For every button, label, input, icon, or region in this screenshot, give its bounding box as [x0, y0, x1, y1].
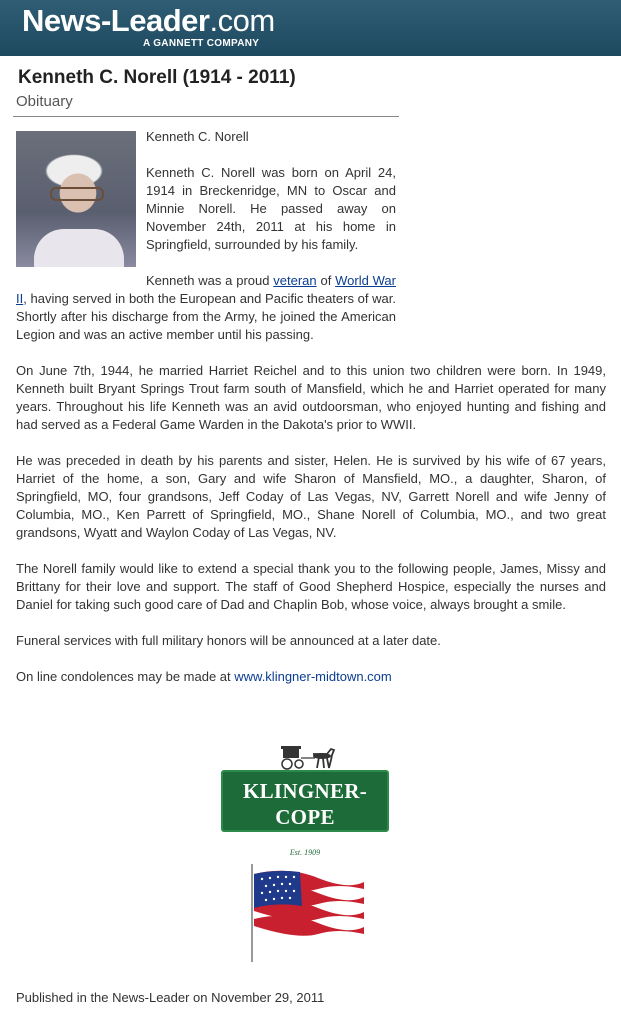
- logo-domain-text: .com: [209, 3, 275, 38]
- funeral-home-badge: [221, 770, 389, 857]
- paragraph-services: Funeral services with full military honors will be announced at a later date.: [16, 633, 441, 648]
- logo-subtitle: A GANNETT COMPANY: [143, 38, 260, 49]
- logo-main-text: News-Leader: [22, 3, 210, 38]
- paragraph-marriage: On June 7th, 1944, he married Harriet Reichel and to this union two children were born. In 1949, Kenneth built Bryant Springs Trout farm south of Mansfield, which he and Harriet operated for many years. Throughout his life Kenneth was an avid outdoorsman, who enjoyed hunting and fishing and had served as a Federal Game Warden in the Dakota's prior to WWII.: [16, 363, 606, 432]
- intro-block: [16, 128, 396, 344]
- paragraph-condolences: [16, 668, 606, 686]
- paragraph-thanks: The Norell family would like to extend a special thank you to the following people, James, Missy and Brittany for their love and support. The staff of Good Shepherd Hospice, especially the nurses and Daniel for taking such good care of Dad and Chaplin Bob, whose voice, always brought a smile.: [16, 561, 606, 612]
- world-war-ii-link[interactable]: World War II: [16, 273, 396, 306]
- published-note: Published in the News-Leader on November 29, 2011: [16, 990, 325, 1005]
- text-segment: Kenneth was a proud: [146, 273, 274, 288]
- funeral-home-established: Est. 1909: [284, 848, 326, 857]
- funeral-home-tagline: Family Funeral Home: [255, 830, 355, 842]
- name-line: Kenneth C. Norell: [146, 129, 249, 144]
- veteran-link[interactable]: veteran: [273, 273, 317, 288]
- condolences-link[interactable]: www.klingner-midtown.com: [234, 669, 392, 684]
- section-label: Obituary: [16, 93, 73, 110]
- page-title: Kenneth C. Norell (1914 - 2011): [18, 67, 296, 88]
- paragraph-military: [16, 272, 396, 344]
- funeral-home-name: KLINGNER-COPE: [242, 779, 368, 829]
- text-segment: , having served in both the European and Pacific theaters of war. Shortly after his discharge from the Army, he joined the American Legion and was an active member until his passing.: [16, 291, 396, 342]
- text-segment: On line condolences may be made at: [16, 669, 235, 684]
- site-header: [0, 0, 621, 56]
- text-segment: of: [316, 273, 336, 288]
- portrait-photo: [16, 131, 136, 267]
- horse-carriage-icon: [279, 744, 339, 770]
- obituary-heading: [13, 64, 399, 117]
- obituary-body: [16, 128, 606, 704]
- glasses-shape: [50, 187, 104, 201]
- paragraph-survivors: He was preceded in death by his parents and sister, Helen. He is survived by his wife of 67 years, Harriet of the home, a son, Gary and wife Sharon of Mansfield, MO., a daughter, Sharon, of Springfield, MO, four grandsons, Jeff Coday of Las Vegas, NV, Garrett Norell and wife Jenny of Columbia, MO., Ken Parrett of Springfield, MO., Shane Norell of Columbia, MO., and two great grandsons, Wyatt and Waylon Coday of Las Vegas, NV.: [16, 453, 606, 540]
- news-leader-logo[interactable]: [22, 3, 275, 49]
- funeral-home-logo: [221, 744, 391, 857]
- paragraph-birth: Kenneth C. Norell was born on April 24, 1914 in Breckenridge, MN to Oscar and Minnie Norell. He passed away on November 24th, 2011 at his home in Springfield, surrounded by his family.: [146, 165, 396, 252]
- shirt-shape: [34, 229, 124, 267]
- american-flag-icon: [248, 862, 368, 962]
